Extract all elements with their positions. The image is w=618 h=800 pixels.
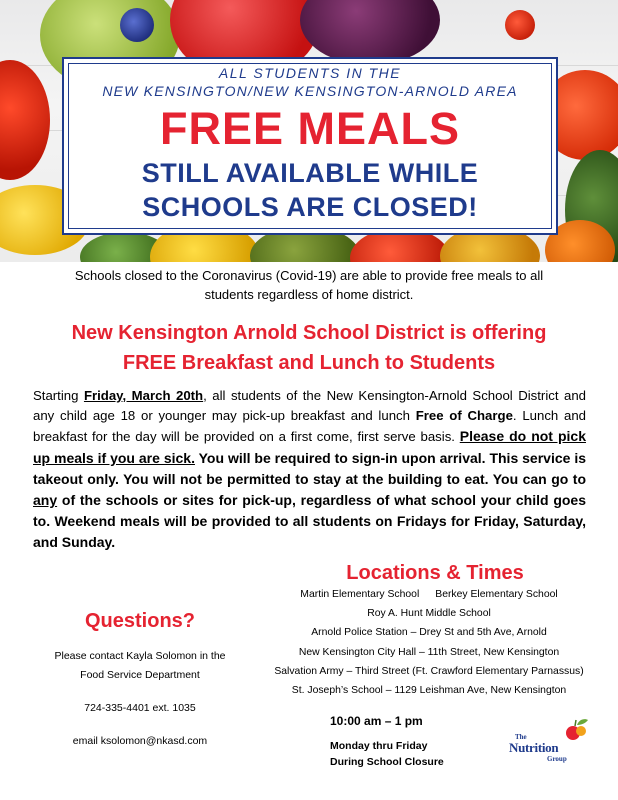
title-box — [62, 57, 558, 235]
contact-info — [20, 647, 260, 751]
days-line-2: During School Closure — [330, 756, 444, 768]
location-martin: Martin Elementary School — [300, 589, 420, 600]
audience-line: ALL STUDENTS IN THE — [218, 65, 402, 81]
pickup-days — [330, 738, 444, 770]
district-headline — [10, 318, 608, 378]
location-salvation-army: Salvation Army – Third Street (Ft. Crawford Elementary Parnassus) — [274, 665, 584, 677]
headline-line-2: FREE Breakfast and Lunch to Students — [122, 352, 496, 374]
area-line: NEW KENSINGTON/NEW KENSINGTON-ARNOLD AREA — [102, 83, 518, 99]
cherry-tomato-image — [505, 10, 535, 40]
any-emphasis: any — [33, 492, 58, 509]
schools-closed-line: SCHOOLS ARE CLOSED! — [142, 192, 478, 222]
location-row — [250, 585, 608, 604]
logo-name: Nutrition — [509, 740, 559, 755]
locations-list — [250, 585, 608, 700]
locations-heading: Locations & Times — [346, 562, 524, 584]
contact-line-1: Please contact Kayla Solomon in the — [54, 650, 226, 662]
location-police: Arnold Police Station – Drey St and 5th Ave, Arnold — [311, 627, 547, 639]
free-of-charge: Free of Charge — [415, 408, 513, 424]
sick-notice: Please do not pick up meals if you are sick. — [33, 428, 586, 466]
location-city-hall: New Kensington City Hall – 11th Street, New Kensington — [298, 646, 560, 658]
grapes-image — [300, 0, 440, 65]
intro-line-2: students regardless of home district. — [204, 287, 414, 302]
logo-the: The — [515, 733, 527, 741]
location-st-joseph: St. Joseph’s School – 1129 Leishman Ave, New Kensington — [291, 685, 567, 697]
days-line-1: Monday thru Friday — [330, 740, 428, 752]
location-berkey: Berkey Elementary School — [435, 589, 558, 600]
headline-line-1: New Kensington Arnold School District is offering — [71, 322, 547, 344]
hero-banner — [0, 0, 618, 262]
nutrition-group-logo — [505, 715, 595, 775]
red-pepper-image — [0, 60, 50, 180]
location-hunt: Roy A. Hunt Middle School — [367, 608, 491, 620]
contact-line-2: Food Service Department — [80, 669, 200, 681]
details-paragraph: Starting Friday, March 20th, all students of the New Kensington-Arnold School District and any child age 18 or younger may pick-up breakfast and lunch Free of Charge. Lunch and breakfast for the day will be provided on a first come, first serve basis. Please do not pick up meals if you are sick. You will be required to sign-in upon arrival. This service is takeout only. You will not be permitted to stay at the building to eat. You can go to any of the schools or sites for pick-up, regardless of what school your child goes to. Weekend meals will be provided to all students on Fridays for Friday, Saturday, and Sunday. — [33, 388, 587, 551]
blueberry-image — [120, 8, 154, 42]
start-date: Friday, March 20th — [83, 388, 204, 403]
logo-group: Group — [547, 755, 567, 763]
fruit-logo-icon — [561, 715, 591, 745]
intro-text — [40, 266, 578, 304]
contact-phone: 724-335-4401 ext. 1035 — [84, 702, 196, 714]
questions-heading: Questions? — [84, 610, 195, 632]
intro-line-1: Schools closed to the Coronavirus (Covid-19) are able to provide free meals to all — [74, 268, 544, 283]
contact-email: email ksolomon@nkasd.com — [72, 735, 208, 747]
pickup-time: 10:00 am – 1 pm — [330, 714, 423, 728]
still-available-line: STILL AVAILABLE WHILE — [141, 158, 479, 188]
free-meals-heading: FREE MEALS — [159, 103, 461, 154]
